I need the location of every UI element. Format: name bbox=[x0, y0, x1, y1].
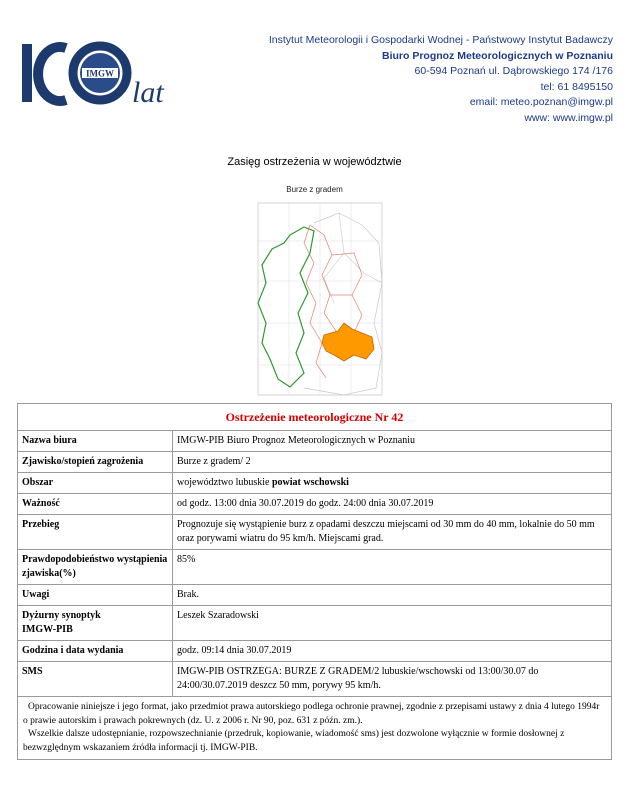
issued-value: godz. 09:14 dnia 30.07.2019 bbox=[173, 641, 612, 662]
logo-badge-text: IMGW bbox=[86, 68, 114, 79]
area-county: powiat wschowski bbox=[272, 477, 349, 488]
table-row bbox=[18, 473, 612, 494]
logo-graphic bbox=[22, 38, 187, 108]
validity-label: Ważność bbox=[18, 494, 173, 515]
course-value: Prognozuje się wystąpienie burz z opadami deszczu miejscami od 30 mm do 40 mm, lokalnie do 50 mm oraz porywami wiatru do 95 km/h. Miejscami grad. bbox=[173, 515, 612, 550]
table-row bbox=[18, 494, 612, 515]
svg-text:lat: lat bbox=[132, 76, 164, 108]
issued-label: Godzina i data wydania bbox=[18, 641, 173, 662]
sms-value: IMGW-PIB OSTRZEGA: BURZE Z GRADEM/2 lubuskie/wschowski od 13:00/30.07 do 24:00/30.07.2019 deszcz 50 mm, porywy 95 km/h. bbox=[173, 662, 612, 697]
synoptic-label-line-2: IMGW-PIB bbox=[22, 624, 73, 635]
area-voivodeship: województwo lubuskie bbox=[177, 477, 270, 488]
area-label: Obszar bbox=[18, 473, 173, 494]
copyright-text-2: Wszelkie dalsze udostępnianie, rozpowszechnianie (przedruk, kopiowanie, wiadomość sms) jest dozwolone wyłącznie w formie dosłownej z bezwzględnym wskazaniem źródła informacji tj. IMGW-PIB. bbox=[23, 729, 565, 753]
office-value: IMGW-PIB Biuro Prognoz Meteorologicznych w Poznaniu bbox=[173, 431, 612, 452]
table-row bbox=[18, 452, 612, 473]
office-name: Biuro Prognoz Meteorologicznych w Poznaniu bbox=[381, 49, 613, 62]
synoptic-value: Leszek Szaradowski bbox=[173, 606, 612, 641]
table-row bbox=[18, 431, 612, 452]
validity-value: od godz. 13:00 dnia 30.07.2019 do godz. 24:00 dnia 30.07.2019 bbox=[173, 494, 612, 515]
copyright-notice bbox=[18, 697, 612, 760]
table-row bbox=[18, 641, 612, 662]
imgw-100-lat-logo bbox=[22, 38, 187, 108]
table-row bbox=[18, 662, 612, 697]
warning-map bbox=[244, 183, 385, 399]
notes-value: Brak. bbox=[173, 585, 612, 606]
warning-table bbox=[17, 403, 612, 760]
copyright-text-1: Opracowanie niniejsze i jego format, jako przedmiot prawa autorskiego podlega ochronie prawnej, zgodnie z przepisami ustawy z dnia 4 lutego 1994r o prawie autorskim i prawach pokrewnych (dz. U. z 2006 r. Nr 90, poz. 631 z późn. zm.). bbox=[23, 702, 600, 726]
office-address: 60-594 Poznań ul. Dąbrowskiego 174 /176 bbox=[414, 65, 613, 77]
phenomenon-value: Burze z gradem/ 2 bbox=[173, 452, 612, 473]
probability-value: 85% bbox=[173, 550, 612, 585]
probability-label: Prawdopodobieństwo wystąpienia zjawiska(%) bbox=[18, 550, 173, 585]
notes-label: Uwagi bbox=[18, 585, 173, 606]
office-email[interactable]: email: meteo.poznan@imgw.pl bbox=[469, 96, 613, 108]
phenomenon-label: Zjawisko/stopień zagrożenia bbox=[18, 452, 173, 473]
course-label: Przebieg bbox=[18, 515, 173, 550]
area-value bbox=[173, 473, 612, 494]
office-label: Nazwa biura bbox=[18, 431, 173, 452]
synoptic-label-line-1: Dyżurny synoptyk bbox=[22, 610, 101, 621]
table-row bbox=[18, 550, 612, 585]
map-section-title: Zasięg ostrzeżenia w województwie bbox=[227, 156, 402, 168]
table-row bbox=[18, 606, 612, 641]
institute-name: Instytut Meteorologii i Gospodarki Wodnej - Państwowy Instytut Badawczy bbox=[268, 34, 613, 46]
sms-label: SMS bbox=[18, 662, 173, 697]
warning-title: Ostrzeżenie meteorologiczne Nr 42 bbox=[18, 404, 612, 431]
map-title: Burze z gradem bbox=[286, 185, 343, 194]
header-contact bbox=[269, 33, 613, 126]
table-row bbox=[18, 585, 612, 606]
office-phone: tel: 61 8495150 bbox=[540, 80, 613, 93]
map-graphic bbox=[244, 183, 385, 399]
office-www[interactable]: www: www.imgw.pl bbox=[524, 111, 613, 124]
synoptic-label bbox=[18, 606, 173, 641]
table-row bbox=[18, 515, 612, 550]
